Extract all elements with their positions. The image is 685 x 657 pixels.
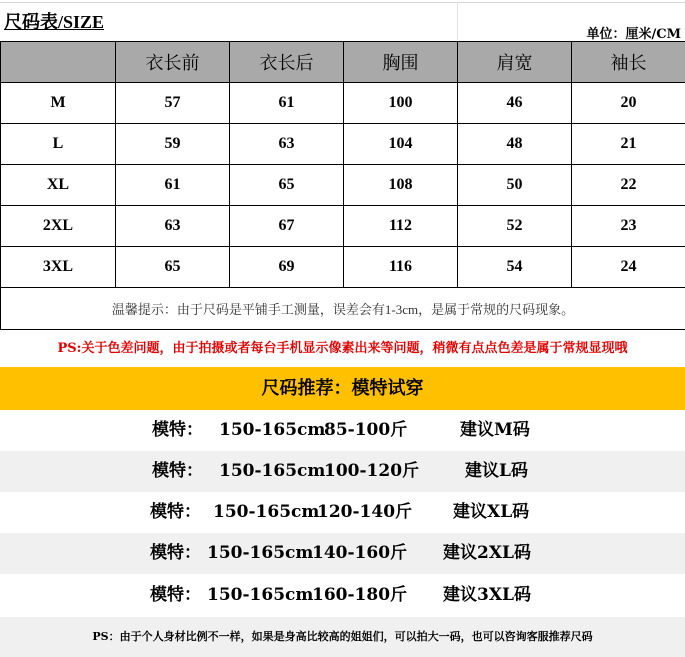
table-cell: 69 [230, 247, 344, 288]
recommendation-row [0, 492, 685, 533]
recommendation-row [0, 410, 685, 451]
model-weight: 100-120斤 [324, 461, 420, 481]
size-suggestion: 建议2XL码 [443, 543, 531, 563]
model-weight: 140-160斤 [312, 543, 408, 563]
table-cell: 108 [344, 165, 458, 206]
top-rule [0, 2, 685, 3]
table-cell: 61 [230, 83, 344, 124]
note-row [1, 288, 685, 330]
model-label: 模特： [152, 420, 203, 440]
header-divider [457, 2, 458, 40]
model-weight: 160-180斤 [312, 585, 408, 605]
model-height: 150-165cm [219, 420, 326, 440]
table-cell: 50 [458, 165, 572, 206]
table-cell: 65 [230, 165, 344, 206]
table-row [1, 206, 685, 247]
size-suggestion: 建议L码 [465, 461, 528, 481]
table-cell: 63 [230, 124, 344, 165]
size-suggestion: 建议M码 [460, 420, 530, 440]
table-cell: 46 [458, 83, 572, 124]
table-cell: 116 [344, 247, 458, 288]
table-row [1, 247, 685, 288]
recommendation-row [0, 533, 685, 574]
table-header-row [1, 42, 685, 83]
size-cell: M [1, 83, 116, 124]
header-cell: 袖长 [572, 42, 685, 83]
model-height: 150-165cm [213, 502, 320, 522]
size-cell: L [1, 124, 116, 165]
model-label: 模特： [152, 461, 203, 481]
table-cell: 59 [116, 124, 230, 165]
model-height: 150-165cm [207, 543, 314, 563]
size-cell: XL [1, 165, 116, 206]
table-cell: 65 [116, 247, 230, 288]
table-cell: 52 [458, 206, 572, 247]
table-cell: 21 [572, 124, 685, 165]
size-cell: 2XL [1, 206, 116, 247]
table-cell: 100 [344, 83, 458, 124]
color-disclaimer: PS:关于色差问题，由于拍摄或者每台手机显示像素出来等问题，稍微有点点色差是属于常规显现哦 [57, 341, 628, 356]
table-row [1, 165, 685, 206]
header-cell: 衣长后 [230, 42, 344, 83]
table-cell: 20 [572, 83, 685, 124]
model-weight: 85-100斤 [324, 420, 408, 440]
header-cell [1, 42, 116, 83]
table-cell: 63 [116, 206, 230, 247]
page-title: 尺码表/SIZE [4, 12, 105, 32]
model-height: 150-165cm [219, 461, 326, 481]
model-height: 150-165cm [207, 585, 314, 605]
table-cell: 23 [572, 206, 685, 247]
header-cell: 肩宽 [458, 42, 572, 83]
table-cell: 57 [116, 83, 230, 124]
table-cell: 67 [230, 206, 344, 247]
measurement-note: 温馨提示：由于尺码是平铺手工测量，误差会有1-3cm，是属于常规的尺码现象。 [1, 288, 685, 330]
model-label: 模特： [150, 502, 201, 522]
recommendation-row [0, 451, 685, 492]
table-row [1, 83, 685, 124]
model-weight: 120-140斤 [317, 502, 413, 522]
fit-disclaimer: PS：由于个人身材比例不一样，如果是身高比较高的姐姐们，可以拍大一码，也可以咨询客服推荐尺码 [0, 617, 685, 657]
size-table [0, 41, 685, 330]
table-cell: 24 [572, 247, 685, 288]
recommendation-row [0, 575, 685, 616]
table-cell: 48 [458, 124, 572, 165]
table-cell: 61 [116, 165, 230, 206]
table-cell: 54 [458, 247, 572, 288]
table-row [1, 124, 685, 165]
size-cell: 3XL [1, 247, 116, 288]
table-cell: 112 [344, 206, 458, 247]
model-label: 模特： [150, 585, 201, 605]
model-label: 模特： [150, 543, 201, 563]
unit-label: 单位：厘米/CM [586, 27, 681, 42]
size-suggestion: 建议3XL码 [443, 585, 531, 605]
header-cell: 衣长前 [116, 42, 230, 83]
table-cell: 22 [572, 165, 685, 206]
size-suggestion: 建议XL码 [453, 502, 530, 522]
recommendation-header: 尺码推荐：模特试穿 [0, 367, 685, 410]
header-cell: 胸围 [344, 42, 458, 83]
table-cell: 104 [344, 124, 458, 165]
